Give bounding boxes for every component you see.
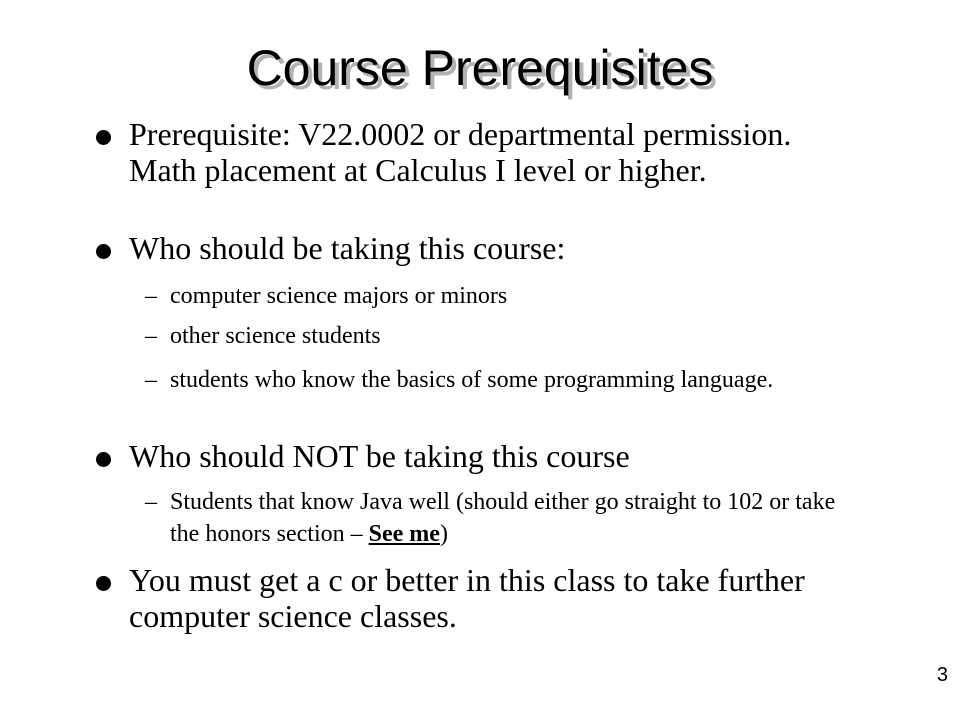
java-students-text: Students that know Java well (should either go straight to 102 or take the honors section – bbox=[170, 489, 836, 547]
bullet-grade-requirement: You must get a c or better in this class to take further computer science classes. bbox=[129, 562, 805, 634]
sub-item-science-students: other science students bbox=[170, 323, 381, 349]
sub-bullet-dash: – bbox=[145, 323, 157, 349]
bullet-prerequisite: Prerequisite: V22.0002 or departmental permission. Math placement at Calculus I level or higher. bbox=[129, 116, 792, 188]
see-me-link[interactable]: See me bbox=[368, 521, 440, 547]
sub-item-java-students bbox=[170, 486, 870, 550]
sub-bullet-dash: – bbox=[145, 489, 157, 515]
slide-title: Course Prerequisites bbox=[246, 40, 714, 96]
bullet-dot bbox=[96, 576, 111, 591]
bullet-dot bbox=[96, 244, 111, 259]
bullet-dot bbox=[96, 130, 111, 145]
page-number: 3 bbox=[936, 664, 948, 686]
bullet-dot bbox=[96, 452, 111, 467]
sub-bullet-dash: – bbox=[145, 367, 157, 393]
bullet-who-should-not: Who should NOT be taking this course bbox=[129, 438, 630, 474]
sub-item-cs-majors: computer science majors or minors bbox=[170, 283, 508, 309]
sub-bullet-dash: – bbox=[145, 283, 157, 309]
sub-item-programming-basics: students who know the basics of some programming language. bbox=[170, 367, 774, 393]
bullet-who-should: Who should be taking this course: bbox=[129, 230, 566, 266]
java-students-close: ) bbox=[439, 521, 448, 547]
